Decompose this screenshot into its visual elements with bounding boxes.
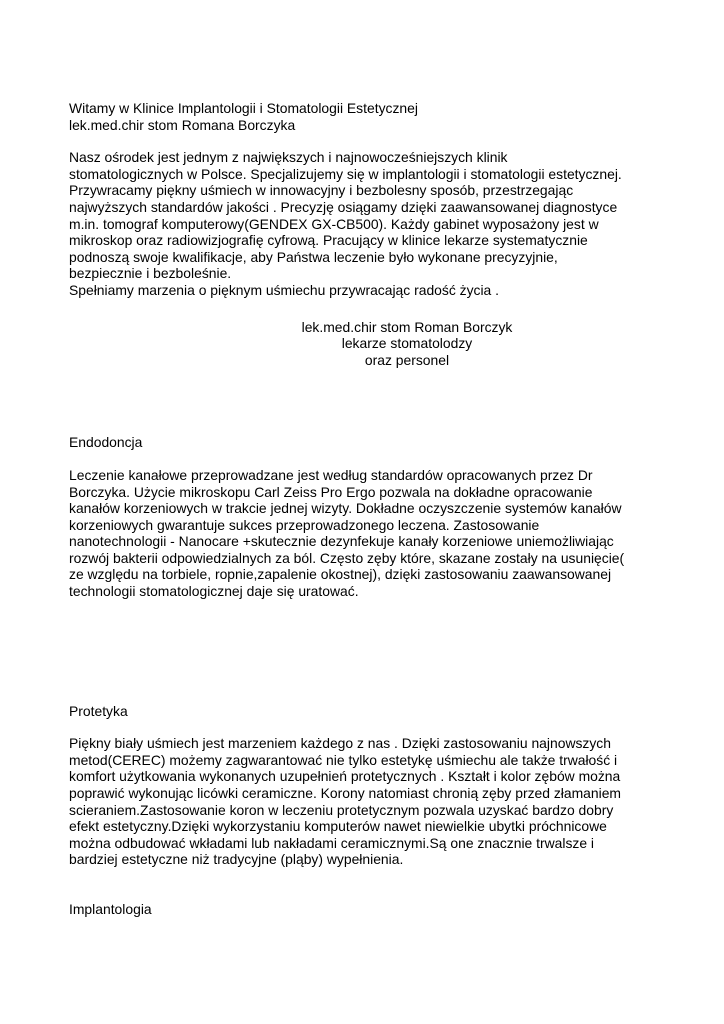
- body-line: można odbudować wkładami lub nakładami ceramicznymi.Są one znacznie trwalsze i: [69, 834, 595, 851]
- section-title-endodoncja: Endodoncja: [69, 434, 143, 451]
- intro-line: Przywracamy piękny uśmiech w innowacyjny i bezbolesny sposób, przestrzegając: [69, 182, 574, 199]
- intro-line: Spełniamy marzenia o pięknym uśmiechu przywracając radość życia .: [69, 281, 500, 298]
- intro-line: mikroskop oraz radiowizjografię cyfrową. Pracujący w klinice lekarze systematycznie: [69, 232, 588, 249]
- body-line: nanotechnologii - Nanocare +skutecznie dezynfekuje kanały korzeniowe uniemożliwiając: [69, 533, 614, 550]
- intro-line: Nasz ośrodek jest jednym z największych i najnowocześniejszych klinik: [69, 149, 508, 166]
- document-page: [69, 100, 659, 918]
- signature-block: [107, 319, 707, 369]
- section-title-implantologia: Implantologia: [69, 901, 152, 917]
- clinic-owner: lek.med.chir stom Romana Borczyka: [69, 116, 296, 133]
- intro-line: m.in. tomograf komputerowy(GENDEX GX-CB500). Każdy gabinet wyposażony jest w: [69, 215, 599, 232]
- intro-line: bezpiecznie i bezboleśnie.: [69, 265, 232, 282]
- body-line: kanałów korzeniowych w trakcie jednej wizyty. Dokładne oczyszczenie systemów kanałów: [69, 500, 622, 517]
- body-line: rozwój bakterii odpowiedzialnych za ból. Często zęby które, skazane zostały na usunięcie(: [69, 549, 625, 566]
- body-line: technologii stomatologicznej daje się uratować.: [69, 583, 359, 600]
- clinic-title: Witamy w Klinice Implantologii i Stomatologii Estetycznej: [69, 100, 418, 116]
- signature-dentists: lekarze stomatolodzy: [341, 335, 473, 352]
- body-line: Leczenie kanałowe przeprowadzane jest według standardów opracowanych przez Dr: [69, 466, 593, 483]
- intro-line: podnoszą swoje kwalifikacje, aby Państwa leczenie było wykonane precyzyjnie,: [69, 248, 558, 265]
- section-body-endodoncja: [69, 467, 659, 600]
- document-header: [69, 100, 659, 133]
- body-line: scieraniem.Zastosowanie koron w leczeniu protetycznym pozwala uzyskać bardzo dobry: [69, 801, 614, 818]
- body-line: ze względu na torbiele, ropnie,zapalenie okostnej), dzięki zastosowaniu zaawansowanej: [69, 566, 612, 583]
- body-line: Piękny biały uśmiech jest marzeniem każdego z nas . Dzięki zastosowaniu najnowszych: [69, 735, 611, 752]
- signature-doctor: lek.med.chir stom Roman Borczyk: [301, 318, 513, 335]
- section-body-protetyka: [69, 735, 659, 868]
- signature-staff: oraz personel: [364, 351, 450, 368]
- section-title-protetyka: Protetyka: [69, 702, 128, 719]
- body-line: komfort użytkowania wykonanych uzupełnień protetycznych . Kształt i kolor zębów można: [69, 768, 621, 785]
- body-line: bardziej estetyczne niż tradycyjne (pląby) wypełnienia.: [69, 851, 404, 868]
- intro-line: stomatologicznych w Polsce. Specjalizujemy się w implantologii i stomatologii estetycznej.: [69, 165, 622, 182]
- intro-paragraph: [69, 149, 659, 298]
- intro-line: najwyższych standardów jakości . Precyzję osiągamy dzięki zaawansowanej diagnostyce: [69, 198, 618, 215]
- body-line: metod(CEREC) możemy zagwarantować nie tylko estetykę uśmiechu ale także trwałość i: [69, 751, 618, 768]
- body-line: korzeniowych gwarantuje sukces przeprowadzonego leczena. Zastosowanie: [69, 516, 540, 533]
- body-line: poprawić wykonując licówki ceramiczne. Korony natomiast chronią zęby przed złamaniem: [69, 785, 622, 802]
- body-line: efekt estetyczny.Dzięki wykorzystaniu komputerów nawet niewielkie ubytki próchnicowe: [69, 818, 607, 835]
- body-line: Borczyka. Użycie mikroskopu Carl Zeiss Pro Ergo pozwala na dokładne opracowanie: [69, 483, 593, 500]
